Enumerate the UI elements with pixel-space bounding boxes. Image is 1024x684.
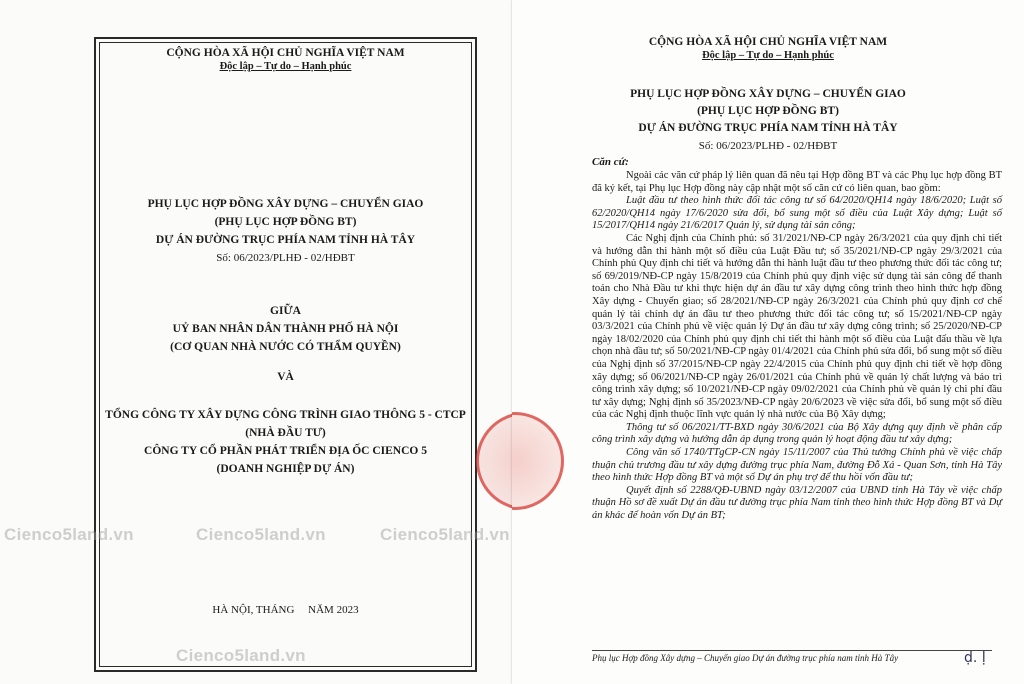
party-b-role: (NHÀ ĐẦU TƯ) xyxy=(245,427,326,439)
national-title: CỘNG HÒA XÃ HỘI CHỦ NGHĨA VIỆT NAM xyxy=(166,47,405,59)
handwritten-signature: ḍ. ḷ xyxy=(964,650,986,666)
party-a-role: (CƠ QUAN NHÀ NƯỚC CÓ THẨM QUYỀN) xyxy=(170,341,401,353)
doc-number: Số: 06/2023/PLHĐ - 02/HĐBT xyxy=(216,252,355,264)
doc-subtitle: (PHỤ LỤC HỢP ĐỒNG BT) xyxy=(214,216,357,228)
content-page xyxy=(512,0,1024,684)
page-footer: Phụ lục Hợp đồng Xây dựng – Chuyển giao Dự án đường trục phía nam tỉnh Hà Tây xyxy=(592,653,899,663)
motto: Độc lập – Tự do – Hạnh phúc xyxy=(219,61,352,72)
doc-subtitle: (PHỤ LỤC HỢP ĐỒNG BT) xyxy=(697,105,839,117)
doc-title: PHỤ LỤC HỢP ĐỒNG XÂY DỰNG – CHUYỂN GIAO xyxy=(630,88,906,100)
footer-divider xyxy=(592,650,992,651)
party-b: TỔNG CÔNG TY XÂY DỰNG CÔNG TRÌNH GIAO THÔNG 5 - CTCP xyxy=(105,409,466,421)
basis-body xyxy=(592,170,1002,523)
watermark: Cienco5land.vn xyxy=(4,525,134,544)
paragraph: Luật đầu tư theo hình thức đối tác công tư số 64/2020/QH14 ngày 18/6/2020; Luật số 62/2020/QH14 ngày 17/6/2020 sửa đổi, bổ sung một số điều của Luật Xây dựng; Luật số 15/2017/QH14 ngày 21/6/2017 Quản lý, sử dụng tài sản công; xyxy=(592,195,1002,232)
doc-number: Số: 06/2023/PLHĐ - 02/HĐBT xyxy=(698,140,838,152)
doc-title: PHỤ LỤC HỢP ĐỒNG XÂY DỰNG – CHUYỂN GIAO xyxy=(147,198,424,210)
between-label: GIỮA xyxy=(270,305,301,317)
motto: Độc lập – Tự do – Hạnh phúc xyxy=(702,50,834,61)
red-seal-icon xyxy=(512,412,564,510)
project-name: DỰ ÁN ĐƯỜNG TRỤC PHÍA NAM TỈNH HÀ TÂY xyxy=(638,122,898,134)
paragraph: Quyết định số 2288/QĐ-UBND ngày 03/12/2007 của UBND tỉnh Hà Tây về việc chấp thuận Hồ sơ đề xuất Dự án đầu tư đường trục phía Nam tỉnh theo hình thức Hợp đồng BT và Dự án khác để hoàn vốn Dự án BT; xyxy=(592,484,1002,522)
party-a: UỶ BAN NHÂN DÂN THÀNH PHỐ HÀ NỘI xyxy=(172,323,399,335)
national-title: CỘNG HÒA XÃ HỘI CHỦ NGHĨA VIỆT NAM xyxy=(648,36,888,48)
project-name: DỰ ÁN ĐƯỜNG TRỤC PHÍA NAM TỈNH HÀ TÂY xyxy=(155,234,416,246)
cover-frame xyxy=(94,37,477,672)
party-c-role: (DOANH NGHIỆP DỰ ÁN) xyxy=(216,463,355,475)
paragraph: Thông tư số 06/2021/TT-BXD ngày 30/6/2021 của Bộ Xây dựng quy định về phân cấp công trình xây dựng và hướng dẫn áp dụng trong quản lý hoạt động đầu tư xây dựng; xyxy=(592,421,1002,446)
watermark: Cienco5land.vn xyxy=(196,525,326,544)
place-date: HÀ NỘI, THÁNG NĂM 2023 xyxy=(212,604,359,616)
paragraph: Công văn số 1740/TTgCP-CN ngày 15/11/2007 của Thủ tướng Chính phủ về việc chấp thuận chủ trương đầu tư xây dựng đường trục phía Nam, đường Đỗ Xá - Quan Sơn, tỉnh Hà Tây theo hình thức Hợp đồng BT và một số Dự án phụ trợ để thu hồi vốn đầu tư; xyxy=(592,447,1002,484)
watermark: Cienco5land.vn xyxy=(380,525,510,544)
basis-heading: Căn cứ: xyxy=(592,156,629,168)
red-seal-icon xyxy=(476,412,512,510)
paragraph: Các Nghị định của Chính phủ: số 31/2021/NĐ-CP ngày 26/3/2021 của quy định chi tiết và hướng dẫn thi hành một số điều của Luật Đầu tư; số 35/2021/NĐ-CP ngày 29/3/2021 của Chính phủ Quy định chi tiết và hướng dẫn thi hành luật đầu tư theo phương thức đối tác công tư; số 69/2019/NĐ-CP ngày 15/8/2019 của Chính phủ quy định việc sử dụng tài sản công để thanh toán cho Nhà Đầu tư khi thực hiện dự án đầu tư xây dựng công trình theo hình thức hợp đồng Xây dựng - Chuyển giao; số 28/2021/NĐ-CP ngày 26/3/2021 của Chính phủ quy định cơ chế quản lý tài chính dự án đầu tư theo phương thức đối tác công tư; số 15/2021/NĐ-CP ngày 03/3/2021 của Chính phủ về việc quản lý Dự án đầu tư xây dựng công trình; số 25/2020/NĐ-CP ngày 18/02/2020 của Chính phủ quy định chi tiết thi hành một số điều của Luật đấu thầu về lựa chọn nhà đầu tư; số 50/2021/NĐ-CP ngày 01/4/2021 của Chính phủ sửa đổi, bổ sung một số điều của Nghị định số 37/2015/NĐ-CP ngày 22/4/2015 của Chính phủ quy định chi tiết về hợp đồng xây dựng; số 06/2021/NĐ-CP ngày 26/01/2021 của Chính phủ về quản lý chất lượng và bảo trì công trình xây dựng; số 10/2021/NĐ-CP ngày 09/02/2021 của Chính phủ về quản lý chi phí đầu tư xây dựng; Nghị định số 35/2023/NĐ-CP ngày 20/6/2023 về việc sửa đổi, bổ sung một số điều của các Nghị định thuộc lĩnh vực quản lý nhà nước của Bộ Xây dựng; xyxy=(592,232,1002,421)
watermark: Cienco5land.vn xyxy=(176,646,306,665)
paragraph: Ngoài các văn cứ pháp lý liên quan đã nêu tại Hợp đồng BT và các Phụ lục hợp đồng BT đã ký kết, tại Phụ lục Hợp đồng này cập nhật một số căn cứ có liên quan, bao gồm: xyxy=(592,170,1002,194)
and-label: VÀ xyxy=(277,371,294,383)
party-c: CÔNG TY CỔ PHẦN PHÁT TRIỂN ĐỊA ỐC CIENCO 5 xyxy=(144,445,427,457)
